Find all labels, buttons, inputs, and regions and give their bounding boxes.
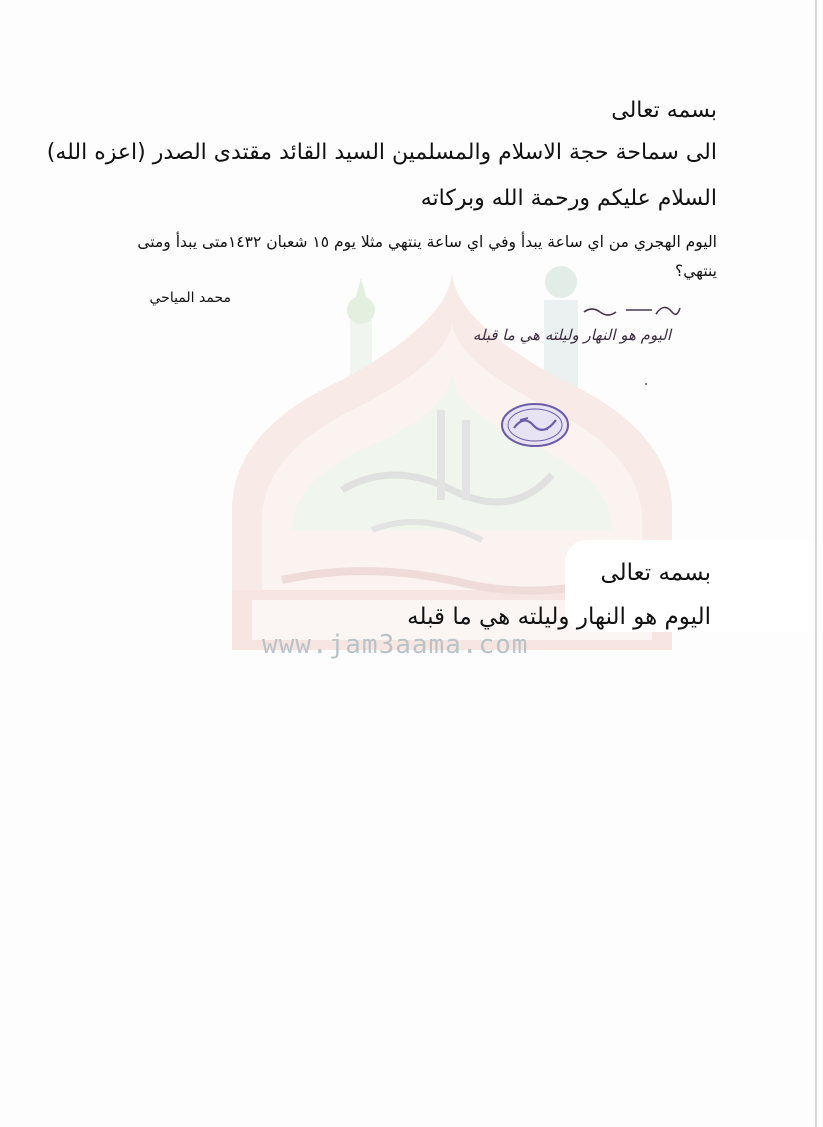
handwritten-scribble-icon <box>582 298 682 322</box>
sender-signature: محمد المياحي <box>149 290 231 306</box>
official-seal-icon <box>500 402 570 448</box>
question-line-2: ينتهي؟ <box>675 262 717 280</box>
letter-basmala: بسمه تعالى <box>611 98 717 123</box>
ink-dot <box>645 383 647 385</box>
page-edge <box>815 0 817 1127</box>
letter-addressee: الى سماحة حجة الاسلام والمسلمين السيد القائد مقتدى الصدر (اعزه الله) <box>46 140 717 165</box>
reply-answer: اليوم هو النهار وليلته هي ما قبله <box>407 604 711 630</box>
handwritten-answer: اليوم هو النهار وليلته هي ما قبله <box>472 326 671 344</box>
watermark-url: www.jam3aama.com <box>262 630 529 660</box>
letter-greeting: السلام عليكم ورحمة الله وبركاته <box>420 186 717 211</box>
question-line-1: اليوم الهجري من اي ساعة يبدأ وفي اي ساعة ينتهي مثلا يوم ١٥ شعبان ١٤٣٢متى يبدأ ومتى <box>137 233 717 251</box>
reply-basmala: بسمه تعالى <box>600 560 711 586</box>
